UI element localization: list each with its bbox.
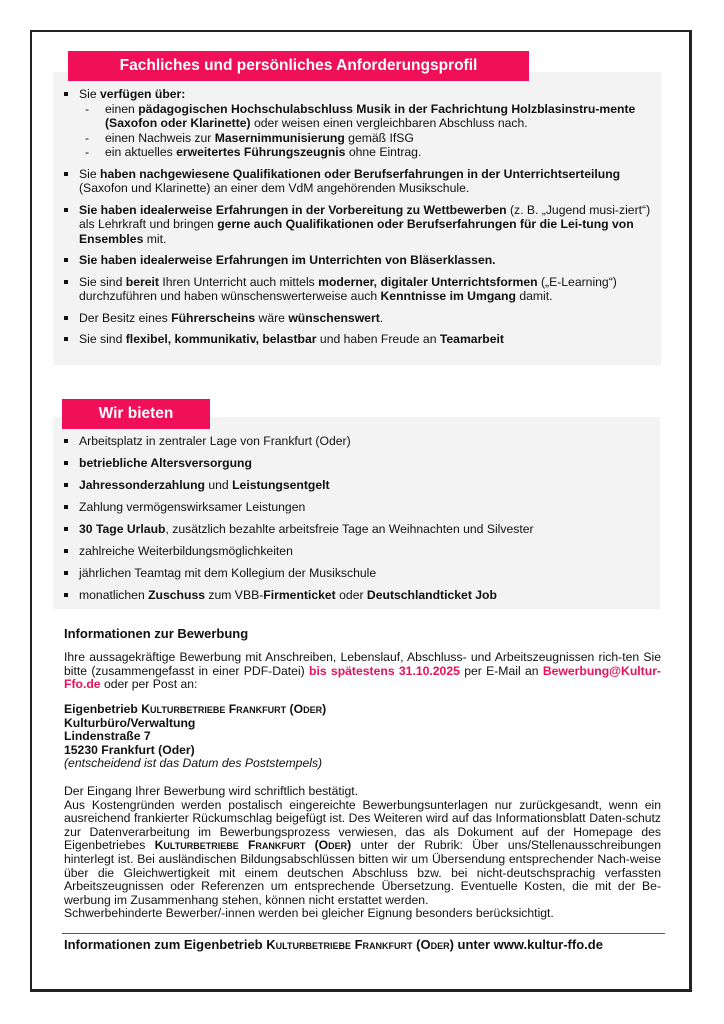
emphasis-text: Teamarbeit: [439, 332, 504, 346]
emphasis-text: Jahressonderzahlung: [79, 478, 205, 492]
text-run: jährlichen Teamtag mit dem Kollegium der Musikschule: [79, 566, 377, 580]
disability-note: Schwerbehinderte Bewerber/-innen werden bei gleicher Eignung besonders berücksichtigt.: [64, 906, 554, 921]
emphasis-text: moderner, digitaler Unterrichtsformen: [318, 274, 538, 289]
address-line-3: Lindenstraße 7: [64, 729, 151, 744]
emphasis-text: Kenntnisse im Umgang: [380, 289, 516, 303]
text-run: wäre: [255, 310, 289, 325]
list-item-text: [79, 456, 252, 470]
list-item: [62, 522, 652, 537]
bullet-icon: [64, 337, 68, 341]
list-item-text: [79, 203, 650, 246]
bullet-icon: [64, 316, 68, 320]
text-run: mit.: [143, 231, 167, 246]
text-run: Zahlung vermögenswirksamer Leistungen: [79, 500, 306, 514]
emphasis-text: 30 Tage Urlaub: [79, 522, 166, 536]
dash-icon: -: [85, 101, 90, 116]
text-run: ein aktuelles: [105, 145, 177, 159]
text-run: einen: [105, 101, 139, 116]
bullet-icon: [64, 208, 68, 212]
list-item-text: [79, 566, 376, 580]
text-run: monatlichen: [79, 588, 149, 602]
footer-divider: [62, 933, 665, 934]
org-name: Kulturbetriebe Frankfurt (Oder): [141, 702, 327, 716]
text-run: Sie sind: [79, 332, 126, 346]
dash-icon: -: [85, 145, 90, 159]
bullet-icon: [64, 527, 68, 531]
text-run: damit.: [515, 289, 553, 303]
text-run: ohne Eintrag.: [345, 145, 422, 159]
details-paragraph: Aus Kostengründen werden postalisch eingereichte Bewerbungsunterlagen nur zurückgesandt, wenn ein ausreichend frankierter Rückumschlag beigefügt ist. Des Weiteren wird auf das Informationsblatt Daten-schutz zur Datenverarbeitung im Bewerbungsprozess verwiesen, das als Dokument auf der Homepage des Eigenbetriebes Kulturbetriebe Frankfurt (Oder) unter der Rubrik: Über uns/Stellenausschreibungen hinterlegt ist. Bei ausländischen Bildungsabschlüssen bitten wir um Übersendung entsprechender Nach-weise über die Gleichwertigkeit mit einem deutschen Abschluss bzw. bei nicht-deutschsprachig verfassten Arbeitszeugnissen oder Referenzen um entsprechende Übersetzung. Eventuelle Kosten, die mit der Be-werbung im Zusammenhang stehen, können nicht erstattet werden.: [64, 797, 661, 907]
bullet-icon: [64, 439, 68, 443]
sub-list: [79, 102, 652, 160]
list-item: [62, 275, 652, 304]
text-run: und haben Freude an: [316, 332, 440, 346]
address-line-2: Kulturbüro/Verwaltung: [64, 715, 196, 730]
address-line-4: 15230 Frankfurt (Oder): [64, 742, 195, 757]
emphasis-text: betriebliche Altersversorgung: [79, 456, 252, 470]
emphasis-text: wünschenswert: [288, 310, 380, 325]
bullet-icon: [64, 280, 68, 284]
text-run: Sie: [79, 87, 101, 101]
list-item-text: [79, 87, 185, 101]
benefits-heading: Wir bieten: [62, 399, 210, 429]
list-item: [62, 478, 652, 493]
email-link[interactable]: Bewerbung@Kultur-Ffo.de: [64, 663, 661, 692]
list-item: [62, 456, 652, 471]
org-name-inline: Kulturbetriebe Frankfurt (Oder): [154, 838, 352, 853]
application-heading: Informationen zur Bewerbung: [64, 626, 249, 641]
emphasis-text: Masernimmunisierung: [214, 130, 345, 145]
list-item: [62, 332, 652, 347]
emphasis-text: gerne auch Qualifikationen oder Berufserfahrungen für die Lei-tung von Ensembles: [79, 217, 634, 246]
application-intro: [64, 651, 661, 692]
list-item: [62, 167, 652, 196]
bullet-icon: [64, 549, 68, 553]
list-item-text: [79, 522, 534, 536]
emphasis-text: bereit: [125, 274, 159, 289]
postal-address: [64, 703, 326, 771]
deadline: bis spätestens 31.10.2025: [309, 663, 460, 678]
emphasis-text: Sie haben idealerweise Erfahrungen im Unterrichten von Bläserklassen.: [79, 253, 496, 267]
text-run: Arbeitsplatz in zentraler Lage von Frankfurt (Oder): [79, 434, 351, 448]
text-run: einen Nachweis zur: [105, 130, 215, 145]
text-run: gemäß IfSG: [344, 130, 414, 145]
bullet-icon: [64, 92, 68, 96]
text-run: Der Besitz eines: [79, 310, 172, 325]
bullet-icon: [64, 172, 68, 176]
list-item-text: [79, 544, 293, 558]
emphasis-text: Sie haben idealerweise Erfahrungen in der Vorbereitung zu Wettbewerben: [79, 202, 507, 217]
application-details: [64, 785, 661, 921]
emphasis-text: Leistungsentgelt: [232, 478, 330, 492]
list-item: [62, 253, 652, 268]
list-item: [62, 588, 652, 603]
confirmation-text: Der Eingang Ihrer Bewerbung wird schriftlich bestätigt.: [64, 784, 358, 798]
list-item: [62, 203, 652, 247]
dash-icon: -: [85, 130, 90, 145]
list-item-text: [79, 253, 496, 267]
emphasis-text: Zuschuss: [148, 588, 206, 602]
emphasis-text: Deutschlandticket Job: [366, 588, 497, 602]
list-item-text: [79, 332, 504, 346]
sub-list-item: [79, 102, 652, 131]
list-item: [62, 87, 652, 160]
footer-website[interactable]: unter www.kultur-ffo.de: [453, 937, 603, 952]
list-item: [62, 311, 652, 326]
text-run: Sie sind: [79, 274, 126, 289]
list-item-text: [79, 478, 330, 492]
list-item: [62, 544, 652, 559]
bullet-icon: [64, 505, 68, 509]
address-line-1: Eigenbetrieb Kulturbetriebe Frankfurt (Oder): [64, 702, 327, 716]
bullet-icon: [64, 258, 68, 262]
sub-list-item: [79, 131, 652, 146]
list-item: [62, 434, 652, 449]
text-run: zahlreiche Weiterbildungsmöglichkeiten: [79, 544, 293, 558]
footer-info: Informationen zum Eigenbetrieb Kulturbetriebe Frankfurt (Oder) unter www.kultur-ffo.de: [64, 937, 603, 952]
list-item-text: [79, 167, 620, 196]
bullet-icon: [64, 593, 68, 597]
requirements-heading: Fachliches und persönliches Anforderungsprofil: [68, 51, 529, 81]
text-run: zum VBB-: [205, 588, 264, 602]
emphasis-text: Führerscheins: [171, 310, 256, 325]
list-item-text: [79, 434, 351, 448]
emphasis-text: erweitertes Führungszeugnis: [176, 145, 346, 159]
text-run: Sie: [79, 166, 101, 181]
text-run: (z. B. „Jugend musi-ziert“) als Lehrkraft und bringen: [79, 202, 651, 231]
list-item: [62, 566, 652, 581]
postmark-note: (entscheidend ist das Datum des Poststempels): [64, 756, 323, 771]
intro-text-1: Ihre aussagekräftige Bewerbung mit Anschreiben, Lebenslauf, Abschluss- und Arbeitszeugnissen rich-ten Sie bitte (zusammengefasst in einer PDF-Datei): [64, 650, 661, 678]
requirements-list: [62, 87, 652, 347]
bullet-icon: [64, 571, 68, 575]
footer-org-name: Kulturbetriebe Frankfurt (Oder): [266, 937, 454, 952]
emphasis-text: pädagogischen Hochschulabschluss Musik in der Fachrichtung Holzblasinstru-mente (Saxofon oder Klarinette): [105, 101, 636, 130]
list-item-text: [79, 500, 305, 514]
emphasis-text: Firmenticket: [263, 588, 336, 602]
text-run: Ihren Unterricht auch mittels: [158, 274, 319, 289]
benefits-list: [62, 434, 652, 603]
text-run: („E-Learning“) durchzuführen und haben wünschenswerterweise auch: [79, 274, 617, 303]
list-item-text: [79, 275, 617, 304]
bullet-icon: [64, 483, 68, 487]
text-run: und: [204, 478, 233, 492]
sub-list-item: [79, 145, 652, 160]
list-item-text: [79, 311, 383, 325]
bullet-icon: [64, 461, 68, 465]
emphasis-text: verfügen über:: [100, 87, 186, 101]
emphasis-text: haben nachgewiesene Qualifikationen oder Berufserfahrungen in der Unterrichtserteilung: [100, 166, 621, 181]
list-item-text: [79, 588, 497, 602]
text-run: , zusätzlich bezahlte arbeitsfreie Tage an Weihnachten und Silvester: [165, 522, 534, 536]
list-item: [62, 500, 652, 515]
intro-text-3: oder per Post an:: [100, 677, 198, 692]
intro-text-2: per E-Mail an: [459, 663, 543, 678]
text-run: oder: [335, 588, 367, 602]
text-run: oder weisen einen vergleichbaren Abschluss nach.: [250, 116, 528, 130]
text-run: (Saxofon und Klarinette) an einer dem VdM angehörenden Musikschule.: [79, 181, 470, 195]
text-run: .: [379, 310, 384, 325]
emphasis-text: flexibel, kommunikativ, belastbar: [125, 332, 317, 346]
